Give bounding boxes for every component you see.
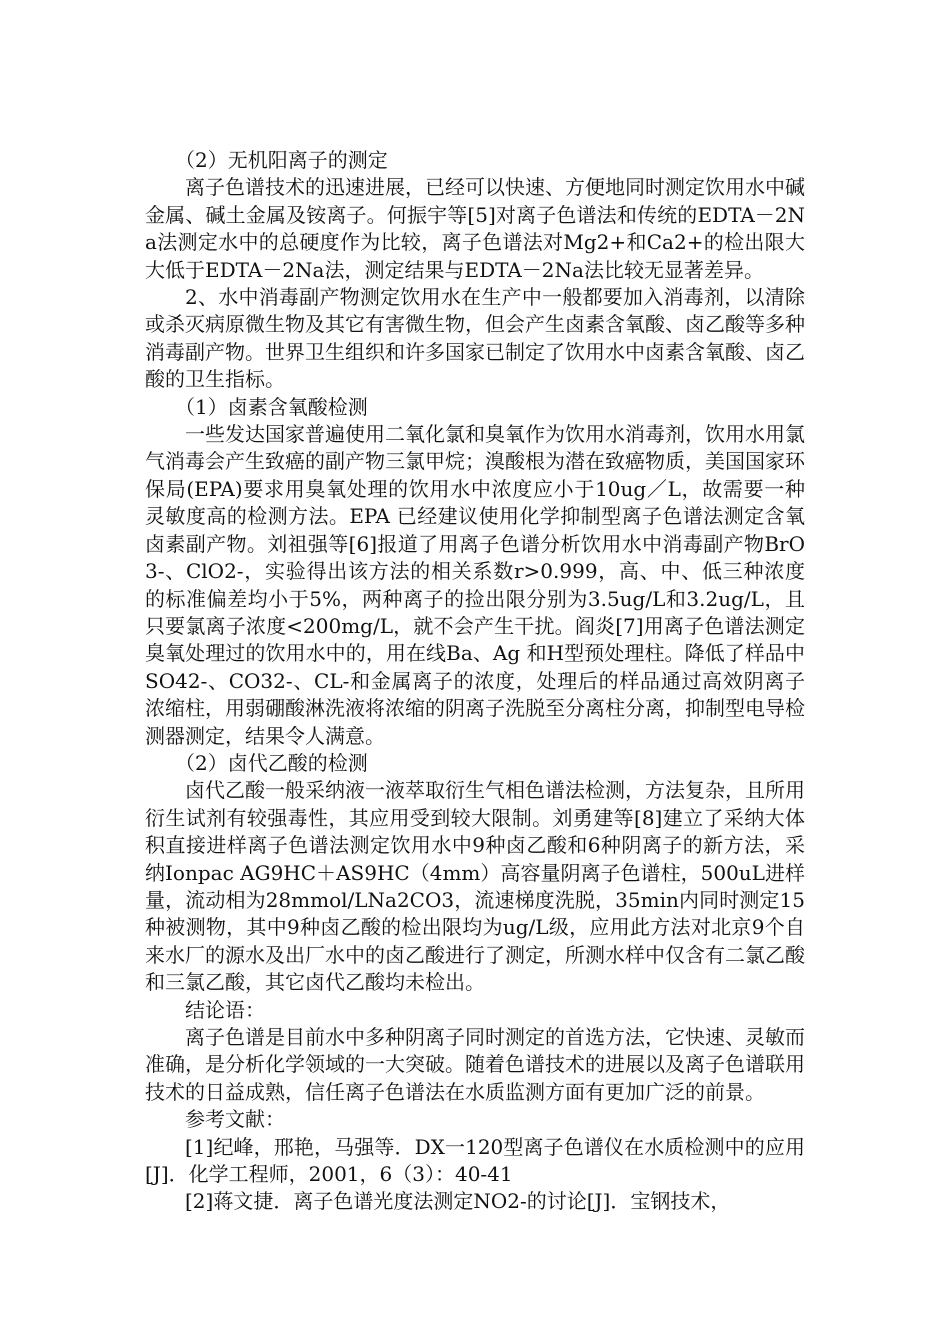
body-paragraph: 一些发达国家普遍使用二氧化氯和臭氧作为饮用水消毒剂，饮用水用氯气消毒会产生致癌的副产物三氯甲烷；溴酸根为潜在致癌物质，美国国家环保局(EPA)要求用臭氧处理的饮用水中浓度应小于10ug／L，故需要一种灵敏度高的检测方法。EPA 已经建议使用化学抑制型离子色谱法测定含氧卤素副产物。刘祖强等[6]报道了用离子色谱分析饮用水中消毒副产物BrO3-、ClO2-，实验得出该方法的相关系数r>0.999，高、中、低三种浓度的标准偏差均小于5%，两种离子的捡出限分别为3.5ug/L和3.2ug/L，且只要氯离子浓度<200mg/L，就不会产生干扰。阎炎[7]用离子色谱法测定臭氧处理过的饮用水中的，用在线Ba、Ag 和H型预处理柱。降低了样品中SO42-、CO32-、CL-和金属离子的浓度，处理后的样品通过高效阴离子浓缩柱，用弱硼酸淋洗液将浓缩的阴离子洗脱至分离柱分离，抑制型电导检测器测定，结果令人满意。 — [145, 422, 805, 748]
conclusion-heading: 结论语： — [185, 997, 265, 1022]
document-body — [145, 147, 805, 1216]
section-heading: （2）无机阳离子的测定 — [175, 148, 388, 172]
body-paragraph: 离子色谱是目前水中多种阴离子同时测定的首选方法，它快速、灵敏而准确，是分析化学领域的一大突破。随着色谱技术的进展以及离子色谱联用技术的日益成熟，信任离子色谱法在水质监测方面有更加广泛的前景。 — [145, 1025, 805, 1104]
body-paragraph: 2、水中消毒副产物测定饮用水在生产中一般都要加入消毒剂，以清除或杀灭病原微生物及其它有害微生物，但会产生卤素含氧酸、卤乙酸等多种消毒副产物。世界卫生组织和许多国家已制定了饮用水中卤素含氧酸、卤乙酸的卫生指标。 — [145, 285, 805, 392]
body-paragraph: 卤代乙酸一般采纳液一液萃取衍生气相色谱法检测，方法复杂，且所用衍生试剂有较强毒性，其应用受到较大限制。刘勇建等[8]建立了采纳大体积直接进样离子色谱法测定饮用水中9种卤乙酸和6种阴离子的新方法，采纳Ionpac AG9HC＋AS9HC（4mm）高容量阴离子色谱柱，500uL进样量，流动相为28mmol/LNa2CO3，流速梯度洗脱，35min内同时测定15种被测物，其中9种卤乙酸的检出限均为ug/L级，应用此方法对北京9个自来水厂的源水及出厂水中的卤乙酸进行了测定，所测水样中仅含有二氯乙酸和三氯乙酸，其它卤代乙酸均未检出。 — [145, 778, 805, 995]
reference-item: [2]蒋文捷．离子色谱光度法测定NO2-的讨论[J]．宝钢技术， — [185, 1189, 731, 1214]
body-paragraph: 离子色谱技术的迅速进展，已经可以快速、方便地同时测定饮用水中碱金属、碱土金属及铵离子。何振宇等[5]对离子色谱法和传统的EDTA－2Na法测定水中的总硬度作为比较，离子色谱法对Mg2+和Ca2+的检出限大大低于EDTA－2Na法，测定结果与EDTA－2Na法比较无显著差异。 — [145, 175, 805, 282]
section-heading: （2）卤代乙酸的检测 — [175, 750, 368, 775]
section-heading: （1）卤素含氧酸检测 — [175, 394, 368, 419]
reference-item: [1]纪峰，邢艳，马强等．DX一120型离子色谱仪在水质检测中的应用[J]．化学工程师，2001，6（3）：40-41 — [145, 1134, 805, 1187]
references-heading: 参考文献： — [185, 1107, 285, 1132]
